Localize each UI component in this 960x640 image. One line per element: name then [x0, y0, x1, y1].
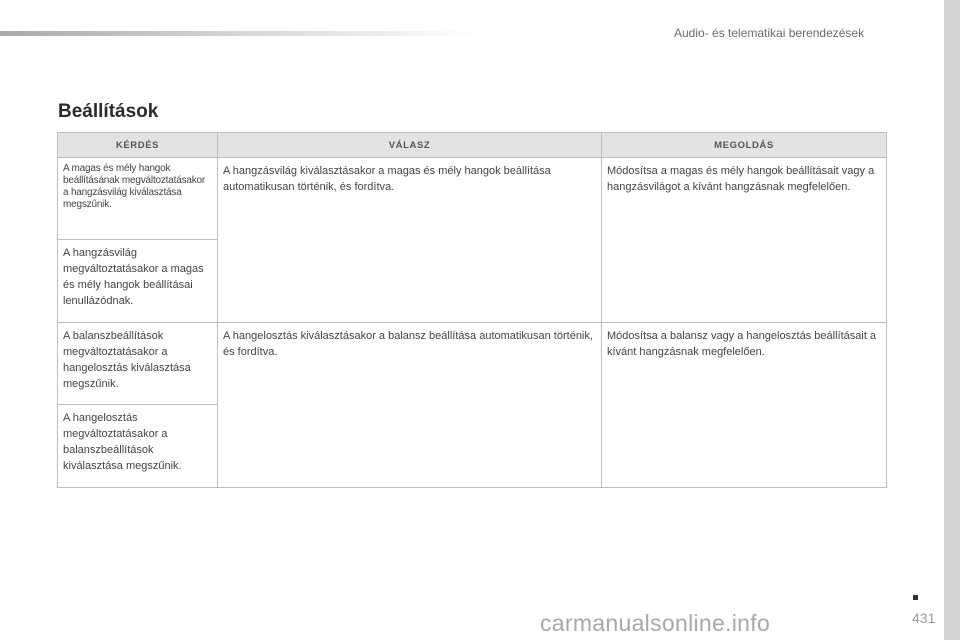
- question-cell: A hangelosztás megváltoztatásakor a balanszbeállítások kiválasztása megszűnik.: [58, 405, 218, 488]
- table-row: [58, 323, 887, 405]
- watermark-text: carmanualsonline.info: [540, 610, 771, 636]
- page-title: Beállítások: [58, 101, 159, 122]
- column-header-question: KÉRDÉS: [58, 133, 218, 158]
- column-header-answer: VÁLASZ: [218, 133, 602, 158]
- section-header-title: Audio- és telematikai berendezések: [674, 26, 865, 40]
- troubleshooting-table: [57, 132, 887, 488]
- column-header-solution: MEGOLDÁS: [602, 133, 887, 158]
- solution-cell: Módosítsa a magas és mély hangok beállításait vagy a hangzásvilágot a kívánt hangzásnak megfelelően.: [602, 158, 887, 323]
- question-cell: A magas és mély hangok beállításának megváltoztatásakor a hangzásvilág kiválasztása megszűnik.: [58, 158, 218, 240]
- page-marker-square: [913, 595, 918, 600]
- table-header-row: [58, 133, 887, 158]
- solution-cell: Módosítsa a balansz vagy a hangelosztás beállításait a kívánt hangzásnak megfelelően.: [602, 323, 887, 488]
- table-row: [58, 158, 887, 240]
- header-decorative-bar: [0, 31, 480, 36]
- page-edge-strip: [944, 0, 960, 640]
- question-cell: A balanszbeállítások megváltoztatásakor a hangelosztás kiválasztása megszűnik.: [58, 323, 218, 405]
- answer-cell: A hangelosztás kiválasztásakor a balansz beállítása automatikusan történik, és fordítva.: [218, 323, 602, 488]
- page-number: 431: [912, 610, 936, 626]
- answer-cell: A hangzásvilág kiválasztásakor a magas és mély hangok beállítása automatikusan történik, és fordítva.: [218, 158, 602, 323]
- question-cell: A hangzásvilág megváltoztatásakor a magas és mély hangok beállításai lenullázódnak.: [58, 240, 218, 323]
